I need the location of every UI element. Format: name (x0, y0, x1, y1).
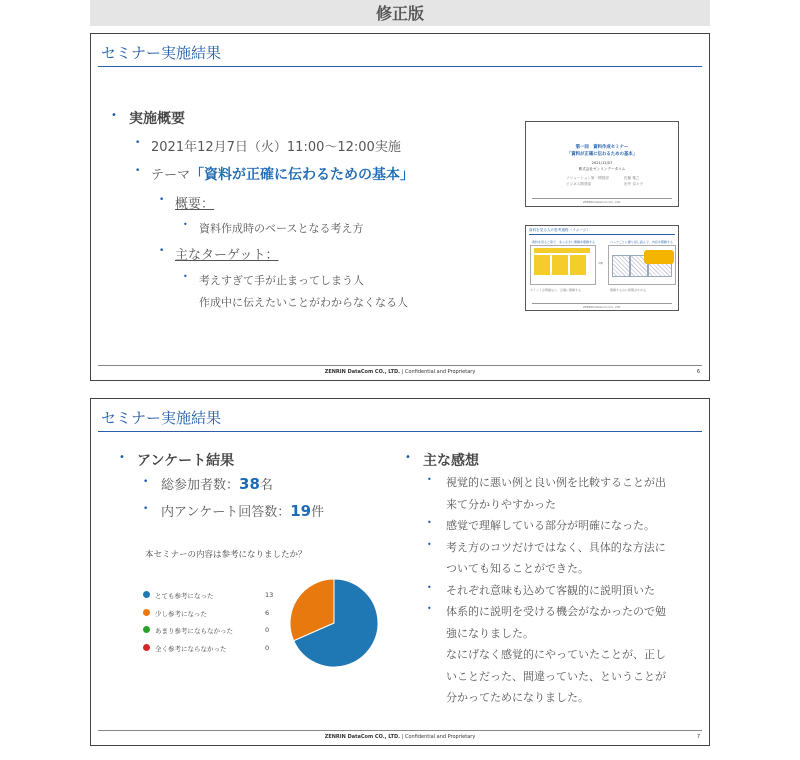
bullet-icon: • (405, 452, 411, 463)
impression-line: 分かってためになりました。 (446, 691, 589, 704)
bullet-icon: • (427, 604, 432, 613)
legend-value: 6 (265, 608, 270, 617)
impression-line: 考え方のコツだけではなく、具体的な方法に (446, 540, 666, 554)
legend-swatch (143, 609, 150, 616)
bullet-icon: • (111, 110, 117, 121)
footer-note: Confidential and Proprietary (404, 369, 476, 375)
footer-company: ZENRIN DataCom CO., LTD. (324, 369, 401, 375)
thumb2-title: 資料を見る人の思考過程（イメージ） (529, 228, 590, 232)
participants-value: 38 (239, 475, 260, 493)
overview-text: 資料作成時のベースとなる考え方 (199, 222, 364, 235)
participants-label: 総参加者数： (161, 478, 240, 493)
bullet-icon: • (183, 220, 188, 229)
diagram-slide-thumbnail (525, 225, 679, 311)
footer-divider (98, 365, 702, 366)
legend-swatch (143, 591, 150, 598)
impression-line: それぞれ意味も込めて客観的に説明頂いた (446, 583, 655, 597)
impression-line: 強になりました。 (446, 626, 534, 640)
legend-value: 0 (265, 643, 270, 652)
overview-label: 概要： (175, 197, 215, 212)
bullet-icon: • (159, 246, 165, 256)
impression-line: いことだった、間違っていた、ということが (446, 669, 666, 683)
thumb-title-2: 「資料が正確に伝わるための基本」 (566, 152, 638, 157)
bullet-icon: • (143, 504, 149, 514)
survey-question: 本セミナーの内容は参考になりましたか？ (145, 550, 307, 560)
thumb2-footer-rule (532, 303, 672, 304)
participants-line (161, 474, 273, 493)
thumb-person-2: 田中 奈々子 (624, 182, 644, 186)
impression-line: 感覚で理解している部分が明確になった。 (446, 519, 655, 532)
bullet-icon: • (427, 518, 432, 527)
thumb2-title-rule (529, 234, 675, 235)
title-slide-thumbnail (525, 121, 679, 207)
respondents-label: 内アンケート回答数： (161, 505, 291, 520)
legend-label: あまり参考にならなかった (155, 627, 233, 635)
survey-heading: アンケート結果 (137, 453, 235, 469)
thumb-footer-rule (532, 198, 672, 199)
thumb2-hatch-box-1 (612, 255, 630, 277)
footer-separator: | (401, 369, 404, 375)
impression-line: 来て分かりやすかった (446, 497, 556, 511)
thumb2-note-left: ポイントが明確なら、正確に理解する (530, 288, 582, 292)
theme-line (151, 164, 414, 184)
thumb2-right-head: パーツごとに繰り返し読んで、内容を理解する (610, 240, 673, 244)
participants-unit: 名 (259, 478, 273, 493)
bullet-icon: • (427, 539, 432, 549)
page-number: 6 (696, 369, 700, 375)
bullet-icon: • (159, 195, 165, 205)
thumb2-footer: ZENRIN DataCom CO., LTD. (582, 305, 622, 309)
footer-note: Confidential and Proprietary (404, 734, 476, 740)
impressions-heading: 主な感想 (423, 453, 479, 469)
title-divider (98, 66, 702, 67)
respondents-unit: 件 (311, 505, 325, 520)
date-line: 2021年12月7日（火）11:00～12:00実施 (151, 140, 401, 155)
thumb-company: 株式会社ゼンリンデータコム (578, 167, 626, 171)
impression-line: 体系的に説明を受ける機会がなかったので勉 (446, 605, 666, 618)
thumb-date: 2021/12/07 (591, 161, 613, 165)
theme-prefix: テーマ (151, 168, 191, 183)
page-number: 7 (696, 734, 700, 740)
theme-title: 「資料が正確に伝わるための基本」 (190, 167, 415, 183)
footer-separator: | (401, 734, 404, 740)
bullet-icon: • (427, 475, 432, 484)
thumb2-yellow-box-1 (534, 255, 550, 275)
revision-banner: 修正版 (90, 0, 710, 26)
thumb2-callout (644, 250, 674, 264)
bullet-icon: • (427, 582, 432, 592)
impression-line: ついても知ることができた。 (446, 562, 589, 575)
slide-7 (90, 398, 710, 746)
legend-label: 少し参考になった (155, 609, 207, 618)
legend-swatch (143, 644, 150, 651)
thumb-title-1: 第一回 資料作成セミナー (575, 145, 629, 150)
target-line-1: 考えすぎて手が止まってしまう人 (199, 274, 364, 287)
footer-divider (98, 730, 702, 731)
footer-company: ZENRIN DataCom CO., LTD. (324, 734, 401, 740)
thumb-footer: ZENRIN DataCom CO., LTD. (582, 200, 622, 204)
target-label: 主なターゲット： (175, 248, 279, 263)
overview-heading: 実施概要 (129, 111, 185, 127)
thumb-dept: ソリューション第一開発部 (566, 176, 609, 180)
target-line-2: 作成中に伝えたいことがわからなくなる人 (199, 296, 408, 309)
thumb-person-1: 佐藤 雅之 (624, 176, 640, 180)
slide-footer (91, 369, 709, 375)
legend-label: とても参考になった (155, 592, 214, 600)
pie-chart (286, 575, 382, 671)
legend-value: 0 (265, 626, 270, 634)
bullet-icon: • (135, 166, 141, 176)
legend-swatch (143, 626, 150, 633)
bullet-icon: • (183, 272, 188, 281)
thumb2-yellow-bar (534, 248, 590, 253)
thumb2-note-right: 理解するのに時間がかかる (610, 288, 647, 292)
slide-title: セミナー実施結果 (101, 409, 222, 427)
slide-6 (90, 33, 710, 381)
thumb2-yellow-box-3 (570, 255, 586, 275)
bullet-icon: • (135, 138, 141, 148)
impression-line: なにげなく感覚的にやっていたことが、正し (446, 648, 666, 661)
thumb-dept-2: ビジネス開発部 (566, 182, 592, 186)
legend-value: 13 (265, 591, 274, 599)
legend-label: 全く参考にならなかった (155, 644, 227, 653)
thumb2-arrow-icon: ⇒ (598, 260, 604, 267)
thumb2-yellow-box-2 (552, 255, 568, 275)
respondents-line (161, 501, 324, 520)
thumb2-left-head: 資料を見ると質で、まっさきに理解を理解する (532, 240, 595, 244)
impression-line: 視覚的に悪い例と良い例を比較することが出 (446, 476, 666, 489)
respondents-value: 19 (290, 502, 312, 520)
bullet-icon: • (143, 477, 149, 487)
bullet-icon: • (119, 452, 125, 463)
title-divider (98, 431, 702, 432)
slide-title: セミナー実施結果 (101, 44, 222, 62)
slide-footer (91, 734, 709, 740)
